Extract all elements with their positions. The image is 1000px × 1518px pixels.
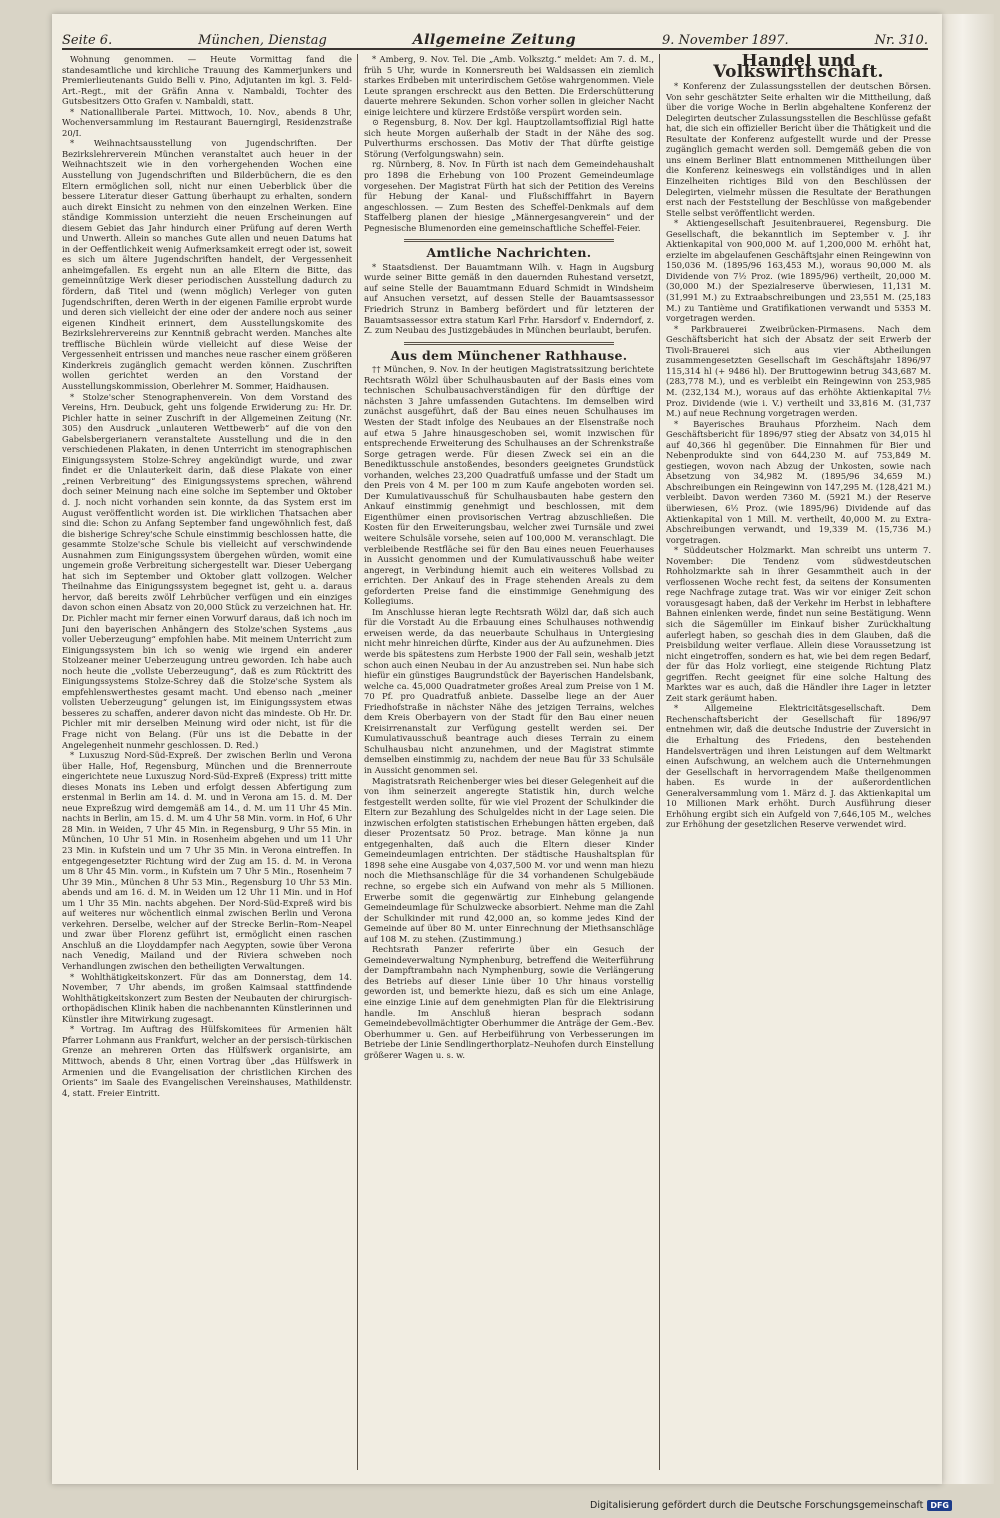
article-paragraph: * Konferenz der Zulassungsstellen der deutschen Börsen. Von sehr geschätzter Seite erhalten wir die Mittheilung, daß über die vorige Woche in Berlin abgehaltene Konferenz der Delegirten deutscher Zulassungsstellen die Beschlüsse gefaßt hat, die sich ein offizieller Bericht über die Thätigkeit und die Resultate der Konferenz aufgestellt wurde und der Presse zugänglich gemacht werden soll. Demgemäß geben die von uns einem Berliner Blatt entnommenen Mittheilungen über die Konferenz keineswegs ein vollständiges und in allen Einzelheiten richtiges Bild von den Beschlüssen der Delegirten, vielmehr müssen die Resultate der Berathungen erst nach der Feststellung der Beschlüsse von maßgebender Stelle selbst veröffentlicht werden.: [666, 81, 931, 218]
article-paragraph: ⊙ Regensburg, 8. Nov. Der kgl. Hauptzollamtsoffizial Rigl hatte sich heute Morgen außerhalb der Stadt in der Nähe des sog. Pulverthurms erschossen. Das Motiv der That dürfte geistige Störung (Verfolgungswahn) sein.: [364, 117, 654, 159]
article-paragraph: Rechtsrath Panzer referirte über ein Gesuch der Gemeindeverwaltung Nymphenburg, betreffend die Weiterführung der Dampftrambahn nach Nymphenburg, sowie die Verlängerung des Betriebs auf dieser Linie über 10 Uhr hinaus vorstellig geworden ist, und bemerkte hiezu, daß es sich um eine Anlage, eine einzige Linie auf dem genehmigten Plan für die Elektrisirung handle. Im Anschluß hieran besprach sodann Gemeindebevollmächtigter Oberhummer die Anträge der Gem.-Bev. Oberhummer u. Gen. auf Herbeiführung von Verbesserungen im Betriebe der Linie Sendlingerthorplatz–Neuhofen durch Einstellung größerer Wagen u. s. w.: [364, 944, 654, 1060]
section-divider: [404, 239, 614, 242]
masthead: Allgemeine Zeitung: [412, 32, 577, 48]
article-paragraph: †† München, 9. Nov. In der heutigen Magistratssitzung berichtete Rechtsrath Wölzl über Schulhausbauten auf der Basis eines vom technischen Schulbausachverständigen für den dürftige der nächsten 3 Jahre umfassenden Gutachtens. Im demselben wird zunächst ausgeführt, daß der Bau eines neuen Schulhauses im Westen der Stadt infolge des Neubaues an der Elsenstraße noch auf etwa 5 Jahre hinausgeschoben sei, womit inzwischen für entsprechende Erweiterung des Schulhauses an der Schrenkstraße Sorge getragen werde. Für diesen Zweck sei ein an die Benediktusschule anstoßendes, besonders geeignetes Grundstück vorhanden, welches 23,200 Quadratfuß umfasse und der Stadt um den Preis von 4 M. per 100 m zum Kaufe angeboten worden sei. Der Kumulativausschuß für Schulhausbauten habe gestern den Ankauf einstimmig genehmigt und beschlossen, mit dem Eigenthümer einen provisorischen Vertrag abzuschließen. Die Kosten für den Erweiterungsbau, welcher zwei Turnsäle und zwei weitere Schulsäle vorsehe, seien auf 100,000 M. veranschlagt. Die verbleibende Restfläche sei für den Bau eines neuen Feuerhauses in Aussicht genommen und der Kumulativausschuß habe weiter angeregt, in Verbindung hiemit auch ein weiteres Vollsbad zu errichten. Der Ankauf des in Frage stehenden Areals zu dem geforderten Preise fand die einstimmige Genehmigung des Kollegiums.: [364, 364, 654, 607]
page-number-label: Seite 6.: [62, 33, 113, 48]
section-divider: [404, 342, 614, 345]
article-paragraph: * Amberg, 9. Nov. Tel. Die „Amb. Volksztg.“ meldet: Am 7. d. M., früh 5 Uhr, wurde in Konnersreuth bei Waldsassen ein ziemlich starkes Erdbeben mit unterirdischem Getöse wahrgenommen. Viele Leute sprangen erschreckt aus den Betten. Die Erderschütterung dauerte mehrere Sekunden. Schon vorher sollen in gleicher Nacht einige leichtere und kürzere Erdstöße verspürt worden sein.: [364, 54, 654, 117]
credit-text: Digitalisierung gefördert durch die Deutsche Forschungsgemeinschaft: [590, 1500, 924, 1511]
place-date-label: München, Dienstag: [198, 33, 327, 48]
article-paragraph: Im Anschlusse hieran legte Rechtsrath Wölzl dar, daß sich auch für die Vorstadt Au die Erbauung eines Schulhauses nothwendig erweisen werde, da das neuerbaute Schulhaus in Untergiesing nicht mehr hinreichen dürfte, Kinder aus der Au aufzunehmen. Dies werde bis spätestens zum Herbste 1900 der Fall sein, weshalb jetzt schon auch einen Neubau in der Au anzustreben sei. Nun habe sich hiefür ein günstiges Baugrundstück der Bayerischen Handelsbank, welche ca. 45,000 Quadratmeter großes Areal zum Preise von 1 M. 70 Pf. pro Quadratfuß anbiete. Dasselbe liege an der Auer Friedhofstraße in nächster Nähe des jetzigen Terrains, welches dem Kreis Oberbayern von der Stadt für den Bau einer neuen Kreisirrenanstalt zur Verfügung gestellt werden sei. Der Kumulativausschuß beantrage auch dieses Terrain zu einem Schulhausbau nicht anzunehmen, und der Magistrat stimmte demselben einstimmig zu, nachdem der neue Bau für 33 Schulsäle in Aussicht genommen sei.: [364, 606, 654, 775]
section-title-commerce: Handel und Volkswirthschaft.: [713, 54, 884, 82]
article-paragraph: * Vortrag. Im Auftrag des Hülfskomitees für Armenien hält Pfarrer Lohmann aus Frankfurt, welcher an der persisch-türkischen Grenze an mehreren Orten das Hülfswerk organisirte, am Mittwoch, abends 8 Uhr, einen Vortrag über „das Hülfswerk in Armenien und die Evangelisation der christlichen Kirchen des Orients“ im Saale des Evangelischen Vereinshauses, Mathildenstr. 4, statt. Freier Eintritt.: [62, 1024, 352, 1098]
page-header: [62, 22, 928, 50]
dfg-logo: DFG: [927, 1500, 952, 1511]
section-title-official: Amtliche Nachrichten.: [426, 245, 592, 261]
article-paragraph: * Stolze'scher Stenographenverein. Von dem Vorstand des Vereins, Hrn. Deubuck, geht uns folgende Erwiderung zu: Hr. Dr. Pichler hatte in seiner Zuschrift in der Allgemeinen Zeitung (Nr. 305) den Ausdruck „unlauteren Wettbewerb“ auf die von den Gabelsbergerianern veranstaltete Ausstellung und die in den verschiedenen Plakaten, in denen Unterricht im stenographischen Einigungssystem Stolze-Schrey angekündigt wurde, und zwar findet er die Unlauterkeit darin, daß diese Plakate von einer „reinen Verbreitung“ des Einigungssystems sprechen, während doch seiner Meinung nach eine solche im September und Oktober d. J. noch nicht vorhanden sein konnte, da das System erst im August veröffentlicht worden ist. Die wirklichen Thatsachen aber sind die: Schon zu Anfang September fand ungewöhnlich fest, daß die bisherige Schrey'sche Schule einstimmig beschlossen hatte, die gesammte Stolze'sche Schule bis vielleicht auf verschwindende Ausnahmen zum Einigungssystem übergehen würden, womit eine ungemein große Verbreitung sichergestellt war. Dieser Uebergang hat sich im September und Oktober glatt vollzogen. Welcher Theilnahme das Einigungssystem begegnet ist, geht u. a. daraus hervor, daß bereits zwölf Lehrbücher verfügen und ein einziges davon schon einen Absatz von 20,000 Stück zu verzeichnen hat. Hr. Dr. Pichler macht mir ferner einen Vorwurf daraus, daß ich noch im Juni den bayerischen Anhängern des Stolze'schen Systems „aus voller Ueberzeugung“ empfohlen habe. Mit meinem Unterricht zum Einigungssystem bin ich so wenig wie irgend ein anderer Stolzeaner meiner Ueberzeugung untreu geworden. Ich habe auch noch heute die „vollste Ueberzeugung“, daß es zum Rücktritt des Einigungssystems Stolze-Schrey daß die Stolze'sche System als empfehlenswerthestes gesamt macht. Und ebenso nach „meiner vollsten Ueberzeugung“ gelungen ist, im Einigungssystem etwas besseres zu schaffen, anderer davon nicht das mindeste. Ob Hr. Dr. Pichler mit mir derselben Meinung wird oder nicht, ist für die Frage nicht von Belang. (Für uns ist die Debatte in der Angelegenheit nunmehr geschlossen. D. Red.): [62, 391, 352, 750]
article-paragraph: * Staatsdienst. Der Bauamtmann Wilh. v. Hagn in Augsburg wurde seiner Bitte gemäß in den dauernden Ruhestand versetzt, auf seine Stelle der Bauamtmann Eduard Schmidt in Windsheim auf Ansuchen versetzt, auf dessen Stelle der Bauamtsassessor Friedrich Strunz in Bamberg befördert und für letzteren der Bauamtsassessor extra statum Karl Frhr. Harsdorf v. Enderndorf, z. Z. zum Neubau des Justizgebäudes in München beurlaubt, berufen.: [364, 261, 654, 336]
article-paragraph: * Aktiengesellschaft Jesuitenbrauerei, Regensburg. Die Gesellschaft, die bekanntlich im September v. J. ihr Aktienkapital von 900,000 M. auf 1,200,000 M. erhöht hat, erzielte im abgelaufenen Geschäftsjahr einen Reingewinn von 150,036 M. (1895/96 163,453 M.), woraus 90,000 M. als Dividende von 7½ Proz. (wie 1895/96) vertheilt, 20,000 M. (30,000 M.) der Spezialreserve überwiesen, 11,131 M. (31,991 M.) zu Extraabschreibungen und 23,551 M. (25,183 M.) zu Tantième und Gratifikationen verwandt und 5353 M. vorgetragen werden.: [666, 218, 931, 324]
article-paragraph: rg. Nürnberg, 8. Nov. In Fürth ist nach dem Gemeindehaushalt pro 1898 die Erhebung von 100 Prozent Gemeindeumlage vorgesehen. Der Magistrat Fürth hat sich der Petition des Vereins für Hebung der Kanal- und Flußschifffahrt in Bayern angeschlossen. — Zum Besten des Scheffel-Denkmals auf dem Staffelberg planen der hiesige „Männergesangverein“ und der Pegnesische Blumenorden eine gemeinschaftliche Scheffel-Feier.: [364, 159, 654, 233]
issue-date: 9. November 1897.: [661, 33, 789, 48]
adjacent-page-edge: [942, 14, 994, 1484]
article-paragraph: * Bayerisches Brauhaus Pforzheim. Nach dem Geschäftsbericht für 1896/97 stieg der Absatz von 34,015 hl auf 40,366 hl gegenüber. Die Einnahmen für Bier und Nebenprodukte sind von 644,230 M. auf 753,849 M. gestiegen, wovon nach Abzug der Unkosten, sowie nach Absetzung von 34,982 M. (1895/96 34,659 M.) Abschreibungen ein Reingewinn von 147,295 M. (128,421 M.) verbleibt. Davon werden 7360 M. (5921 M.) der Reserve überwiesen, 6½ Proz. (wie 1895/96) Dividende auf das Aktienkapital von 1 Mill. M. vertheilt, 40,000 M. zu Extra-Abschreibungen verwandt, und 19,339 M. (15,736 M.) vorgetragen.: [666, 418, 931, 545]
column-1: [62, 54, 352, 1472]
column-3: [666, 54, 931, 1472]
digitization-credit: [590, 1500, 952, 1511]
article-paragraph: Wohnung genommen. — Heute Vormittag fand die standesamtliche und kirchliche Trauung des Kammerjunkers und Premierlieutenants Guido Belli v. Pino, Adjutanten im kgl. 3. Feld-Art.-Regt., mit der Gräfin Anna v. Nambaldi, Tochter des Gutsbesitzers Otto Grafen v. Nambaldi, statt.: [62, 54, 352, 107]
issue-number: Nr. 310.: [874, 33, 928, 48]
article-paragraph: * Wohlthätigkeitskonzert. Für das am Donnerstag, dem 14. November, 7 Uhr abends, im großen Kaimsaal stattfindende Wohlthätigkeitskonzert zum Besten der Neubauten der chirurgisch-orthopädischen Klinik haben die nachbenannten Künstlerinnen und Künstler ihre Mitwirkung zugesagt.: [62, 971, 352, 1024]
article-paragraph: Magistratsrath Reichenberger wies bei dieser Gelegenheit auf die von ihm seinerzeit angeregte Statistik hin, durch welche festgestellt werden sollte, für wie viel Prozent der Schulkinder die Eltern zur Bezahlung des Schulgeldes nicht in der Lage seien. Die inzwischen erfolgten statistischen Erhebungen hätten ergeben, daß dieser Prozentsatz 50 Proz. betrage. Man könne ja nun entgegenhalten, daß auch die Eltern dieser Kinder Gemeindeumlagen entrichten. Der städtische Haushaltsplan für 1898 sehe eine Ausgabe von 4,037,500 M. vor und wenn man hiezu noch die Miethsanschläge für die 34 vorhandenen Schulgebäude rechne, so ergebe sich ein Aufwand von mehr als 5 Millionen. Erwerbe somit die gegenwärtig zur Einhebung gelangende Gemeindeumlage für Schulzwecke absorbiert. Nehme man die Zahl der Schulkinder mit rund 42,000 an, so komme jedes Kind der Gemeinde auf über 80 M. unter Einrechnung der Miethsanschläge auf 108 M. zu stehen. (Zustimmung.): [364, 775, 654, 944]
article-paragraph: * Nationalliberale Partei. Mittwoch, 10. Nov., abends 8 Uhr, Wochenversammlung im Restaurant Bauerngirgl, Residenzstraße 20/I.: [62, 106, 352, 138]
article-paragraph: * Luxuszug Nord-Süd-Expreß. Der zwischen Berlin und Verona über Halle, Hof, Regensburg, München und die Brennerroute eingerichtete neue Luxuszug Nord-Süd-Expreß (Express) tritt mitte dieses Monats ins Leben und erfolgt dessen Abfertigung zum erstenmal in Berlin am 14. d. M. und in Verona am 15. d. M. Der neue Expreßzug wird demgemäß am 14., d. M. um 11 Uhr 45 Min. nachts in Berlin, am 15. d. M. um 4 Uhr 58 Min. vorm. in Hof, 6 Uhr 28 Min. in Weiden, 7 Uhr 45 Min. in Regensburg, 9 Uhr 55 Min. in München, 10 Uhr 51 Min. in Rosenheim abgehen und um 11 Uhr 23 Min. in Kufstein und um 7 Uhr 35 Min. in Verona eintreffen. In entgegengesetzter Richtung wird der Zug am 15. d. M. in Verona um 8 Uhr 45 Min. vorm., in Kufstein um 7 Uhr 5 Min., Rosenheim 7 Uhr 39 Min., München 8 Uhr 53 Min., Regensburg 10 Uhr 53 Min. abends und am 16. d. M. in Weiden um 12 Uhr 11 Min. und in Hof um 1 Uhr 35 Min. nachts abgehen. Der Nord-Süd-Expreß wird bis auf weiteres nur wöchentlich einmal zwischen Berlin und Verona verkehren. Derselbe, welcher auf der Strecke Berlin–Rom–Neapel und zwar über Florenz geführt ist, ermöglicht einen raschen Anschluß an die Lloyddampfer nach Aegypten, sowie über Verona nach Venedig, Mailand und der Riviera schweben noch Verhandlungen zwischen den betheiligten Verwaltungen.: [62, 750, 352, 972]
newspaper-page: [52, 14, 942, 1484]
article-paragraph: * Weihnachtsausstellung von Jugendschriften. Der Bezirkslehrerverein München veranstaltet auch heuer in der Weihnachtszeit wie in den vorhergehenden Wochen eine Ausstellung von Jugendschriften und Bilderbüchern, die es den Eltern ermöglichen soll, nicht nur einen Ueberblick über die bessere Literatur dieser Gattung überhaupt zu erhalten, sondern auch direkt Einsicht zu nehmen von den einzelnen Werken. Eine ständige Kommission unterzieht die neuen Erscheinungen auf diesem Gebiet das Jahr hindurch einer Prüfung auf deren Werth und Unwerth. Allein so manches Gute allen und neuen Datums hat in der Oeffentlichkeit wenig Aufmerksamkeit erregt oder ist, soweit es sich um ältere Jugendschriften handelt, der Vergessenheit anheimgefallen. Es ergeht nun an alle Eltern die Bitte, das gemeinnützige Werk dieser periodischen Ausstellung dadurch zu fördern, daß Titel und (wenn möglich) Verleger von guten Jugendschriften, deren Werth in der eigenen Familie erprobt wurde und deren sich vielleicht der eine oder der andere noch aus seiner eigenen Kindheit erinnert, dem Ausstellungskomite des Bezirkslehrervereins zur Kenntniß gebracht werden. Manches alte trefflische Büchlein würde vielleicht auf diese Weise der Vergessenheit entrissen und manches neue rascher einem größeren Kinderkreis zugänglich gemacht werden können. Zuschriften wollen gerichtet werden an den Vorstand der Ausstellungskommission, Oberlehrer M. Sommer, Haidhausen.: [62, 138, 352, 391]
article-paragraph: * Allgemeine Elektricitätsgesellschaft. Dem Rechenschaftsbericht der Gesellschaft für 1896/97 entnehmen wir, daß die deutsche Industrie der Zuversicht in die Erhaltung des Friedens, den bestehenden Handelsverträgen und ihren Leistungen auf dem Weltmarkt einen Aufschwung, an welchem auch die Unternehmungen der Gesellschaft in hervorragendem Maße theilgenommen haben. Es wurde in der außerordentlichen Generalversammlung vom 1. März d. J. das Aktienkapital um 10 Millionen Mark erhöht. Durch Ausführung dieser Erhöhung ergibt sich ein Aufgeld von 7,646,105 M., welches zur Erhöhung der gesetzlichen Reserve verwendet wird.: [666, 703, 931, 830]
article-paragraph: * Süddeutscher Holzmarkt. Man schreibt uns unterm 7. November: Die Tendenz vom südwestdeutschen Rohholzmarkte sah in ihrer Gesammtheit auch in der verflossenen Woche recht fest, da seitens der Konsumenten rege Nachfrage zutage trat. Was wir vor einiger Zeit schon vorausgesagt haben, daß der Verkehr im Herbst in lebhaftere Bahnen einlenken werde, findet nun seine Bestätigung. Wenn sich die Sägemüller im Einkauf bisher Zurückhaltung auferlegt haben, so geschah dies in dem Glauben, daß die Preisbildung weiter verflaue. Allein diese Voraussetzung ist nicht eingetroffen, sondern es hat, wie bei dem regen Bedarf, der für das Holz vorliegt, eine steigende Richtung Platz gegriffen. Recht geeignet für eine solche Haltung des Marktes war es auch, daß die Händler ihre Lager in letzter Zeit stark geräumt haben.: [666, 545, 931, 703]
column-2: [364, 54, 654, 1472]
article-paragraph: * Parkbrauerei Zweibrücken-Pirmasens. Nach dem Geschäftsbericht hat sich der Absatz der seit Erwerb der Tivoli-Brauerei sich aus vier Abtheilungen zusammengesetzten Gesellschaft im Geschäftsjahr 1896/97 115,314 hl (+ 9486 hl). Der Bruttogewinn betrug 343,687 M. (283,778 M.), und es verbleibt ein Reingewinn von 253,985 M. (232,134 M.), woraus auf das erhöhte Aktienkapital 7½ Proz. Dividende (wie i. V.) vertheilt und 33,816 M. (31,737 M.) auf neue Rechnung vorgetragen werden.: [666, 323, 931, 419]
column-rule: [659, 54, 660, 1470]
column-rule: [357, 54, 358, 1470]
section-title-city: Aus dem Münchener Rathhause.: [390, 347, 628, 363]
